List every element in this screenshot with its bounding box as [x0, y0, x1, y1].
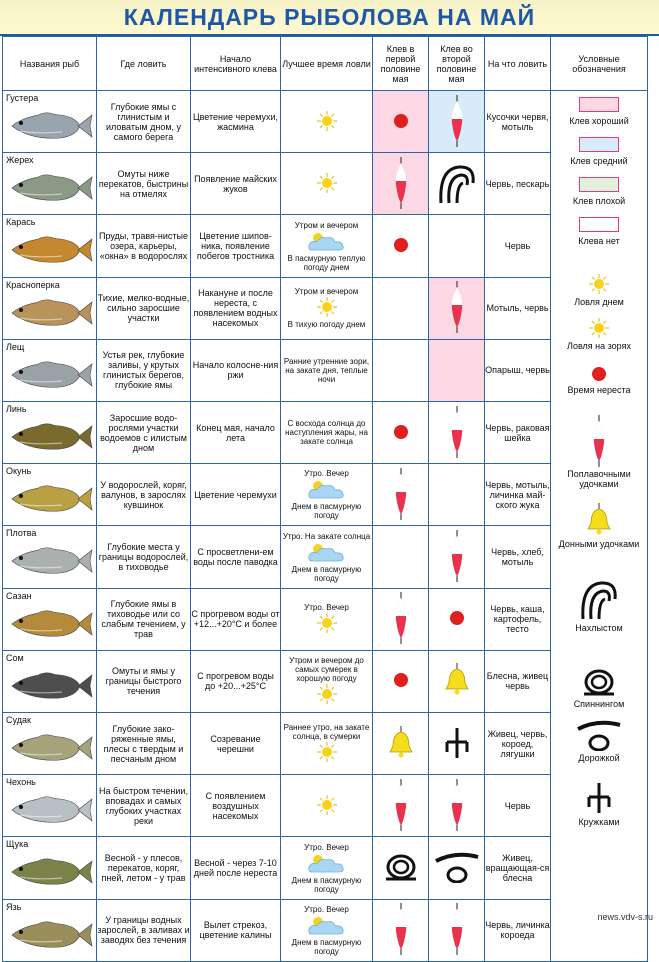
float-icon [394, 903, 408, 955]
header-bait: На что ловить [485, 37, 551, 91]
start-cell: С прогревом воды от +12...+20°С и более [191, 588, 281, 650]
bait-cell: Червь, мотыль, личинка май-ского жука [485, 464, 551, 526]
where-cell: Заросшие водо-рослями участки водоемов с илистым дном [97, 402, 191, 464]
where-cell: Весной - у плесов, перекатов, коряг, пней, летом - у трав [97, 837, 191, 899]
bad-swatch [579, 177, 619, 192]
float-icon [450, 530, 464, 582]
cloud-sun-icon [306, 478, 348, 500]
second-half-cell [429, 153, 485, 215]
spawn-dot-icon [590, 365, 608, 383]
fish-cell [3, 277, 97, 339]
fish-name: Лещ [6, 341, 25, 352]
first-half-cell [373, 713, 429, 775]
start-cell: Появление майских жуков [191, 153, 281, 215]
best-time-text: Утро. Вечер [304, 842, 349, 852]
legend-day-label: Ловля днем [574, 297, 624, 307]
sun-icon [588, 317, 610, 339]
second-half-cell [429, 277, 485, 339]
none-swatch [579, 217, 619, 232]
legend-troll-label: Дорожкой [578, 753, 620, 763]
fish-illustration [6, 358, 94, 392]
float-icon [394, 592, 408, 644]
best-time-cell [281, 837, 373, 899]
bait-cell: Мотыль, червь [485, 277, 551, 339]
first-half-cell [373, 775, 429, 837]
fish-cell [3, 215, 97, 277]
first-half-cell [373, 650, 429, 712]
fish-cell [3, 650, 97, 712]
fish-name: Линь [6, 404, 27, 415]
best-time-text: Утро. На закате солнца [282, 531, 371, 541]
legend-spawn [551, 365, 647, 395]
second-half-cell [429, 402, 485, 464]
good-swatch [579, 97, 619, 112]
header-row [3, 37, 648, 91]
sun-icon [316, 172, 338, 194]
best-time-text: Утро. Вечер [304, 602, 349, 612]
first-half-cell [373, 899, 429, 961]
start-cell: С появлением воздушных насекомых [191, 775, 281, 837]
legend-bottom-label: Донными удочками [558, 539, 640, 549]
fish-name: Карась [6, 217, 36, 228]
circle-rig-icon [384, 852, 418, 882]
fish-name: Густера [6, 93, 39, 103]
fish-illustration [6, 482, 94, 516]
start-cell: Цветение шипов-ника, появление побегов тростника [191, 215, 281, 277]
header-second-half: Клев во второй половине мая [429, 37, 485, 91]
where-cell: На быстром течении, вповадах и самых глубоких участках реки [97, 775, 191, 837]
where-cell: Омуты и ямы у границы быстрого течения [97, 650, 191, 712]
best-time-cell [281, 153, 373, 215]
best-time-cell [281, 215, 373, 277]
best-time-cell [281, 775, 373, 837]
first-half-cell [373, 277, 429, 339]
second-half-cell [429, 91, 485, 153]
legend-spin [551, 667, 647, 709]
fish-illustration [6, 544, 94, 578]
fly-icon [579, 577, 619, 621]
legend-cell [551, 91, 648, 962]
header-legend: Условные обозначения [551, 37, 648, 91]
fish-illustration [6, 918, 94, 952]
spawn-dot-icon [448, 609, 466, 627]
fish-name: Жерех [6, 155, 34, 166]
bait-cell: Живец, червь, короед, лягушки [485, 713, 551, 775]
fish-cell [3, 339, 97, 401]
legend-spin-label: Спиннингом [573, 699, 625, 709]
second-half-cell [429, 775, 485, 837]
float-icon [450, 903, 464, 955]
fish-name: Чехонь [6, 777, 36, 788]
first-half-cell [373, 464, 429, 526]
best-time-text-2: Днем в пасмурную погоду [291, 564, 362, 583]
legend-medium-label: Клев средний [570, 156, 628, 166]
fish-cell [3, 775, 97, 837]
spinning-icon [442, 726, 472, 760]
first-half-cell [373, 91, 429, 153]
fish-illustration [6, 731, 94, 765]
best-time-text: Раннее утро, на закате солнца, в сумерки [283, 722, 370, 741]
second-half-cell [429, 339, 485, 401]
float-icon [450, 95, 464, 147]
bait-cell: Блесна, живец червь [485, 650, 551, 712]
fish-illustration [6, 109, 94, 143]
fish-illustration [6, 793, 94, 827]
fish-illustration [6, 669, 94, 703]
spawn-dot-icon [392, 671, 410, 689]
legend-spawn-label: Время нереста [567, 385, 631, 395]
start-cell: Вылет стрекоз, цветение калины [191, 899, 281, 961]
legend-circle-label: Кружками [578, 817, 620, 827]
legend-float [551, 415, 647, 489]
legend-troll [551, 719, 647, 763]
bait-cell: Живец, вращающая-ся блесна [485, 837, 551, 899]
best-time-text: Утро. Вечер [304, 469, 349, 479]
best-time-cell [281, 650, 373, 712]
cloud-sun-icon [306, 541, 348, 563]
bell-icon [388, 726, 414, 760]
legend-medium [551, 137, 647, 166]
float-icon [450, 281, 464, 333]
float-icon [394, 779, 408, 831]
start-cell: Цветение черемухи, жасмина [191, 91, 281, 153]
fish-illustration [6, 233, 94, 267]
best-time-text-2: Днем в пасмурную погоду [291, 875, 362, 894]
legend-float-label: Поплавочными удочками [567, 469, 631, 489]
second-half-cell [429, 215, 485, 277]
bait-cell: Червь, каша, картофель, тесто [485, 588, 551, 650]
second-half-cell [429, 526, 485, 588]
fish-illustration [6, 855, 94, 889]
best-time-cell [281, 339, 373, 401]
where-cell: У водорослей, коряг, валунов, в зарослях кувшинок [97, 464, 191, 526]
first-half-cell [373, 339, 429, 401]
float-icon [450, 779, 464, 831]
bait-cell: Червь, раковая шейка [485, 402, 551, 464]
bell-icon [444, 663, 470, 697]
start-cell: Созревание черешни [191, 713, 281, 775]
best-time-cell [281, 464, 373, 526]
fish-name: Щука [6, 839, 29, 850]
sun-icon [316, 296, 338, 318]
legend-fly-label: Нахлыстом [575, 623, 623, 633]
float-icon [450, 406, 464, 458]
best-time-text: Утро. Вечер [304, 904, 349, 914]
second-half-cell [429, 837, 485, 899]
best-time-cell [281, 713, 373, 775]
fish-name: Окунь [6, 466, 32, 477]
where-cell: Глубокие ямы с глинистым и иловатым дном, у самого берега [97, 91, 191, 153]
first-half-cell [373, 402, 429, 464]
header-fish: Названия рыб [3, 37, 97, 91]
best-time-cell [281, 526, 373, 588]
best-time-cell [281, 277, 373, 339]
fish-name: Судак [6, 715, 31, 726]
medium-swatch [579, 137, 619, 152]
fish-cell [3, 588, 97, 650]
legend-circle [551, 781, 647, 827]
legend-good-label: Клев хороший [569, 116, 629, 126]
sun-icon [316, 741, 338, 763]
first-half-cell [373, 215, 429, 277]
fish-cell [3, 713, 97, 775]
best-time-cell [281, 588, 373, 650]
sun-icon [588, 273, 610, 295]
first-half-cell [373, 837, 429, 899]
best-time-cell [281, 402, 373, 464]
legend-good [551, 97, 647, 126]
fishing-calendar-table [2, 36, 648, 962]
sun-icon [316, 110, 338, 132]
legend-fly [551, 577, 647, 633]
credit: news.vdv-s.ru [597, 912, 653, 922]
best-time-cell [281, 91, 373, 153]
where-cell: Пруды, травя-нистые озера, карьеры, «окна» в водорослях [97, 215, 191, 277]
second-half-cell [429, 464, 485, 526]
second-half-cell [429, 899, 485, 961]
bell-icon [586, 503, 612, 537]
fish-illustration [6, 296, 94, 330]
table-row [3, 91, 648, 153]
fish-illustration [6, 171, 94, 205]
best-time-text-2: В пасмурную теплую погоду днем [287, 253, 366, 272]
bait-cell: Кусочки червя, мотыль [485, 91, 551, 153]
legend-none-label: Клева нет [578, 236, 620, 246]
header-best-time: Лучшее время ловли [281, 37, 373, 91]
fish-cell [3, 899, 97, 961]
fish-cell [3, 526, 97, 588]
sun-icon [316, 612, 338, 634]
best-time-text: Утром и вечером [294, 287, 359, 297]
legend-bottom [551, 503, 647, 549]
where-cell: Глубокие ямы в тиховодье или со слабым течением, у трав [97, 588, 191, 650]
title-bar [0, 0, 659, 36]
header-where: Где ловить [97, 37, 191, 91]
start-cell: С просветлени-ем воды после паводка [191, 526, 281, 588]
second-half-cell [429, 588, 485, 650]
best-time-text: Ранние утренние зори, на закате дня, теплые ночи [283, 356, 370, 384]
fish-cell [3, 91, 97, 153]
legend-bad [551, 177, 647, 206]
spawn-dot-icon [392, 112, 410, 130]
legend-dawn [551, 317, 647, 351]
fish-name: Красноперка [6, 279, 60, 290]
fly-icon [437, 161, 477, 205]
fish-cell [3, 153, 97, 215]
bait-cell: Опарыш, червь [485, 339, 551, 401]
second-half-cell [429, 650, 485, 712]
legend-none [551, 217, 647, 246]
best-time-cell [281, 899, 373, 961]
legend-dawn-label: Ловля на зорях [567, 341, 631, 351]
sun-icon [316, 683, 338, 705]
first-half-cell [373, 153, 429, 215]
fish-cell [3, 402, 97, 464]
bait-cell: Червь, личинка короеда [485, 899, 551, 961]
legend [551, 91, 647, 961]
best-time-text-2: Днем в пасмурную погоду [291, 937, 362, 956]
start-cell: Накануне и после нереста, с появлением водных насекомых [191, 277, 281, 339]
float-icon [592, 415, 606, 467]
fish-name: Язь [6, 901, 22, 912]
fish-name: Сом [6, 652, 24, 663]
start-cell: Начало колосне-ния ржи [191, 339, 281, 401]
sun-icon [316, 794, 338, 816]
spinning-icon [584, 781, 614, 815]
float-icon [394, 468, 408, 520]
where-cell: Глубокие места у границы водорослей, в тиховодье [97, 526, 191, 588]
fish-cell [3, 837, 97, 899]
page-title: КАЛЕНДАРЬ РЫБОЛОВА НА МАЙ [123, 4, 536, 30]
start-cell: Конец мая, начало лета [191, 402, 281, 464]
bait-cell: Червь, пескарь [485, 153, 551, 215]
fish-illustration [6, 607, 94, 641]
start-cell: Весной - через 7-10 дней после нереста [191, 837, 281, 899]
bait-cell: Червь, хлеб, мотыль [485, 526, 551, 588]
best-time-text-2: Днем в пасмурную погоду [291, 502, 362, 521]
cloud-sun-icon [306, 230, 348, 252]
start-cell: Цветение черемухи [191, 464, 281, 526]
header-start: Начало интенсивного клева [191, 37, 281, 91]
fish-cell [3, 464, 97, 526]
fish-name: Сазан [6, 590, 32, 601]
best-time-text: Утром и вечером до самых сумерек в хорошую погоду [289, 655, 364, 683]
start-cell: С прогревом воды до +20...+25°С [191, 650, 281, 712]
best-time-text-2: В тихую погоду днем [287, 320, 366, 330]
bait-cell: Червь [485, 215, 551, 277]
circle-rig-icon [582, 667, 616, 697]
trolling-icon [576, 719, 622, 751]
spawn-dot-icon [392, 236, 410, 254]
best-time-text: Утром и вечером [294, 220, 359, 230]
float-icon [394, 157, 408, 209]
fish-illustration [6, 420, 94, 454]
legend-bad-label: Клев плохой [572, 196, 626, 206]
bait-cell: Червь [485, 775, 551, 837]
first-half-cell [373, 526, 429, 588]
where-cell: Омуты ниже перекатов, быстрины на отмелях [97, 153, 191, 215]
trolling-icon [434, 851, 480, 883]
first-half-cell [373, 588, 429, 650]
fish-name: Плотва [6, 528, 37, 539]
where-cell: Устья рек, глубокие заливы, у крутых глинистых берегов, глубокие ямы [97, 339, 191, 401]
best-time-text: С восхода солнца до наступления жары, на закате солнца [285, 419, 368, 447]
header-first-half: Клев в первой половине мая [373, 37, 429, 91]
where-cell: Глубокие зако-ряженные ямы, плесы с твердым и песчаным дном [97, 713, 191, 775]
where-cell: Тихие, мелко-водные, сильно заросшие участки [97, 277, 191, 339]
second-half-cell [429, 713, 485, 775]
cloud-sun-icon [306, 914, 348, 936]
where-cell: У границы водных зарослей, в заливах и заводях без течения [97, 899, 191, 961]
cloud-sun-icon [306, 852, 348, 874]
legend-day [551, 273, 647, 307]
spawn-dot-icon [392, 423, 410, 441]
